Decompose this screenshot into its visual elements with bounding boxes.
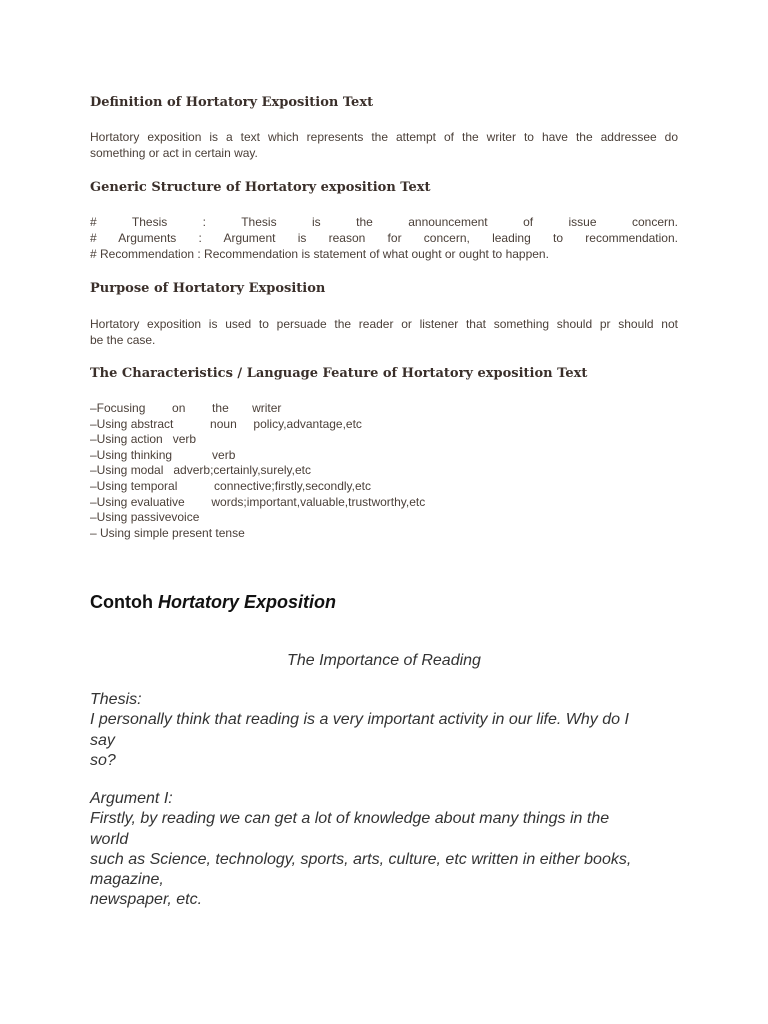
argument1-line: Firstly, by reading we can get a lot of knowledge about many things in the <box>90 810 610 828</box>
heading-characteristics: The Characteristics / Language Feature of Hortatory exposition Text <box>90 366 588 381</box>
heading-definition: Definition of Hortatory Exposition Text <box>90 95 374 110</box>
argument1-line: newspaper, etc. <box>90 891 203 909</box>
structure-thesis-line: # Thesis : Thesis is the announcement of issue concern. <box>90 215 678 229</box>
generic-structure-paragraph <box>90 214 678 262</box>
feature-item: – Using simple present tense <box>90 525 245 540</box>
thesis-label: Thesis: <box>90 691 142 708</box>
feature-item: –Using modal adverb;certainly,surely,etc <box>90 463 311 478</box>
example-argument-1 <box>90 789 631 911</box>
feature-item: –Focusing on the writer <box>90 401 282 415</box>
heading-purpose: Purpose of Hortatory Exposition <box>90 281 326 296</box>
feature-item: –Using evaluative words;important,valuable,trustworthy,etc <box>90 494 426 509</box>
structure-recommendation-line: # Recommendation : Recommendation is statement of what ought or ought to happen. <box>90 247 549 261</box>
feature-list <box>90 401 425 541</box>
definition-line-1: Hortatory exposition is a text which represents the attempt of the writer to have the addressee do <box>90 130 678 144</box>
argument1-line: magazine, <box>90 871 164 889</box>
feature-item: –Using action verb <box>90 432 197 447</box>
argument1-line: such as Science, technology, sports, arts, culture, etc written in either books, <box>90 850 632 868</box>
thesis-line: so? <box>90 751 116 769</box>
example-heading-label: Contoh <box>90 592 153 612</box>
feature-item: –Using thinking verb <box>90 447 236 462</box>
example-heading <box>90 592 336 613</box>
example-heading-italic: Hortatory Exposition <box>158 592 337 612</box>
definition-paragraph <box>90 129 678 161</box>
definition-line-2: something or act in certain way. <box>90 146 258 160</box>
example-title: The Importance of Reading <box>287 652 481 669</box>
example-thesis <box>90 690 629 771</box>
feature-item: –Using abstract noun policy,advantage,etc <box>90 416 362 431</box>
thesis-line: say <box>90 731 115 749</box>
argument1-label: Argument I: <box>90 790 173 807</box>
feature-item: –Using temporal connective;firstly,secondly,etc <box>90 478 372 493</box>
purpose-line-1: Hortatory exposition is used to persuade the reader or listener that something should pr should not <box>90 317 678 331</box>
feature-item: –Using passivevoice <box>90 510 200 525</box>
thesis-line: I personally think that reading is a very important activity in our life. Why do I <box>90 711 629 729</box>
argument1-line: world <box>90 830 129 848</box>
heading-generic-structure: Generic Structure of Hortatory exposition Text <box>90 180 431 195</box>
purpose-paragraph <box>90 316 678 348</box>
purpose-line-2: be the case. <box>90 333 156 347</box>
structure-arguments-line: # Arguments : Argument is reason for concern, leading to recommendation. <box>90 231 678 245</box>
